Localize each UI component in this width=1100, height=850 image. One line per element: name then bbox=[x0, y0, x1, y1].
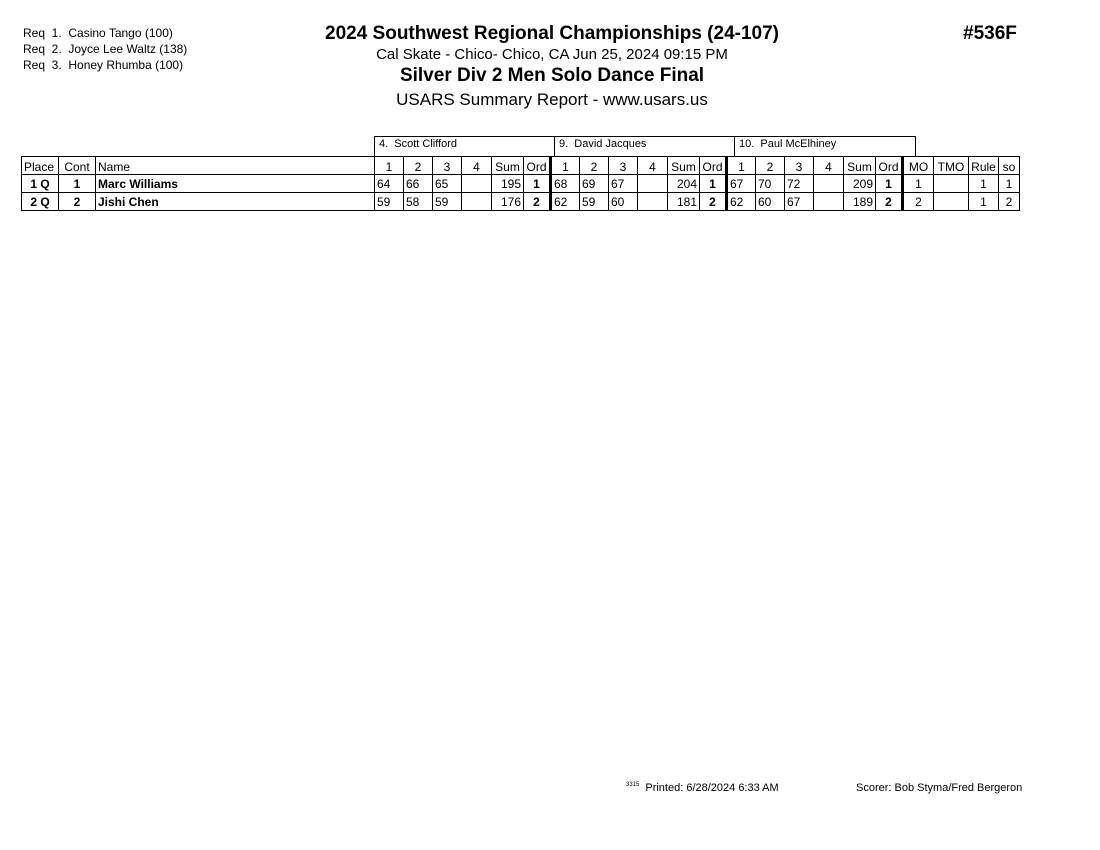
col-j2-score-4: 4 bbox=[638, 157, 668, 175]
location-datetime: Cal Skate - Chico- Chico, CA Jun 25, 2024 09:15 PM bbox=[376, 46, 728, 63]
table-header-row bbox=[22, 157, 1020, 175]
col-j2-score-3: 3 bbox=[609, 157, 638, 175]
col-j2-sum: Sum bbox=[668, 157, 700, 175]
col-j1-score-4: 4 bbox=[462, 157, 492, 175]
row-j1-score-3: 59 bbox=[433, 193, 462, 211]
col-rule: Rule bbox=[969, 157, 999, 175]
row-j1-score-4 bbox=[462, 193, 492, 211]
row-j1-score-1: 64 bbox=[375, 175, 404, 193]
row-j2-score-1: 62 bbox=[551, 193, 580, 211]
row-cont: 2 bbox=[59, 193, 96, 211]
row-j3-ord: 2 bbox=[876, 193, 903, 211]
row-j3-score-3: 72 bbox=[785, 175, 814, 193]
row-tmo bbox=[934, 175, 969, 193]
col-j1-ord: Ord bbox=[524, 157, 551, 175]
row-j1-score-4 bbox=[462, 175, 492, 193]
row-j2-score-4 bbox=[638, 175, 668, 193]
col-j1-score-2: 2 bbox=[404, 157, 433, 175]
row-name: Marc Williams bbox=[96, 175, 375, 193]
table-row bbox=[22, 175, 1020, 193]
row-j3-score-4 bbox=[814, 193, 844, 211]
row-j3-sum: 209 bbox=[844, 175, 876, 193]
row-j2-ord: 1 bbox=[700, 175, 727, 193]
row-name: Jishi Chen bbox=[96, 193, 375, 211]
col-j1-sum: Sum bbox=[492, 157, 524, 175]
col-name: Name bbox=[96, 157, 375, 175]
row-j2-score-4 bbox=[638, 193, 668, 211]
row-j2-ord: 2 bbox=[700, 193, 727, 211]
row-j1-score-2: 58 bbox=[404, 193, 433, 211]
requirement-1: Req 1. Casino Tango (100) bbox=[23, 26, 173, 40]
event-number: #536F bbox=[963, 23, 1017, 44]
competition-title: 2024 Southwest Regional Championships (24-107) bbox=[325, 23, 779, 44]
row-j2-score-2: 69 bbox=[580, 175, 609, 193]
row-j2-score-3: 67 bbox=[609, 175, 638, 193]
row-so: 1 bbox=[999, 175, 1020, 193]
col-place: Place bbox=[22, 157, 59, 175]
col-j3-score-3: 3 bbox=[785, 157, 814, 175]
col-cont: Cont bbox=[59, 157, 96, 175]
requirements-list bbox=[23, 25, 187, 73]
footer-code: 3315 bbox=[626, 782, 640, 788]
row-j2-score-3: 60 bbox=[609, 193, 638, 211]
col-j3-score-2: 2 bbox=[756, 157, 785, 175]
col-j1-score-3: 3 bbox=[433, 157, 462, 175]
col-j3-score-1: 1 bbox=[727, 157, 756, 175]
col-j3-score-4: 4 bbox=[814, 157, 844, 175]
row-so: 2 bbox=[999, 193, 1020, 211]
printed-date: Printed: 6/28/2024 6:33 AM bbox=[645, 782, 779, 794]
row-j3-score-1: 62 bbox=[727, 193, 756, 211]
row-j3-score-4 bbox=[814, 175, 844, 193]
table-row bbox=[22, 193, 1020, 211]
row-j3-score-3: 67 bbox=[785, 193, 814, 211]
row-j1-ord: 1 bbox=[524, 175, 551, 193]
judge-header-1: 4. Scott Clifford bbox=[374, 136, 555, 156]
judge-header-2: 9. David Jacques bbox=[554, 136, 735, 156]
requirement-2: Req 2. Joyce Lee Waltz (138) bbox=[23, 42, 188, 56]
report-header bbox=[252, 22, 852, 111]
row-cont: 1 bbox=[59, 175, 96, 193]
row-j3-ord: 1 bbox=[876, 175, 903, 193]
row-mo: 1 bbox=[903, 175, 934, 193]
row-j1-score-3: 65 bbox=[433, 175, 462, 193]
row-j1-ord: 2 bbox=[524, 193, 551, 211]
row-j2-sum: 181 bbox=[668, 193, 700, 211]
event-name: Silver Div 2 Men Solo Dance Final bbox=[399, 65, 705, 86]
row-rule: 1 bbox=[969, 193, 999, 211]
row-j2-score-1: 68 bbox=[551, 175, 580, 193]
row-j1-sum: 195 bbox=[492, 175, 524, 193]
printed-footer bbox=[626, 782, 779, 794]
row-j3-score-2: 60 bbox=[756, 193, 785, 211]
results-table bbox=[21, 156, 1020, 211]
row-j1-score-2: 66 bbox=[404, 175, 433, 193]
row-mo: 2 bbox=[903, 193, 934, 211]
col-j1-score-1: 1 bbox=[375, 157, 404, 175]
row-tmo bbox=[934, 193, 969, 211]
col-j2-score-2: 2 bbox=[580, 157, 609, 175]
row-j2-sum: 204 bbox=[668, 175, 700, 193]
row-place: 2 Q bbox=[22, 193, 59, 211]
row-j3-score-1: 67 bbox=[727, 175, 756, 193]
col-tmo: TMO bbox=[934, 157, 969, 175]
row-j1-score-1: 59 bbox=[375, 193, 404, 211]
col-j2-ord: Ord bbox=[700, 157, 727, 175]
col-so: so bbox=[999, 157, 1020, 175]
row-rule: 1 bbox=[969, 175, 999, 193]
row-j3-sum: 189 bbox=[844, 193, 876, 211]
col-mo: MO bbox=[903, 157, 934, 175]
row-place: 1 Q bbox=[22, 175, 59, 193]
judge-header-3: 10. Paul McElhiney bbox=[734, 136, 916, 156]
col-j2-score-1: 1 bbox=[551, 157, 580, 175]
scorer-footer: Scorer: Bob Styma/Fred Bergeron bbox=[856, 782, 1023, 794]
col-j3-sum: Sum bbox=[844, 157, 876, 175]
row-j1-sum: 176 bbox=[492, 193, 524, 211]
row-j3-score-2: 70 bbox=[756, 175, 785, 193]
col-j3-ord: Ord bbox=[876, 157, 903, 175]
row-j2-score-2: 59 bbox=[580, 193, 609, 211]
requirement-3: Req 3. Honey Rhumba (100) bbox=[23, 58, 184, 72]
report-subtitle: USARS Summary Report - www.usars.us bbox=[396, 90, 708, 109]
